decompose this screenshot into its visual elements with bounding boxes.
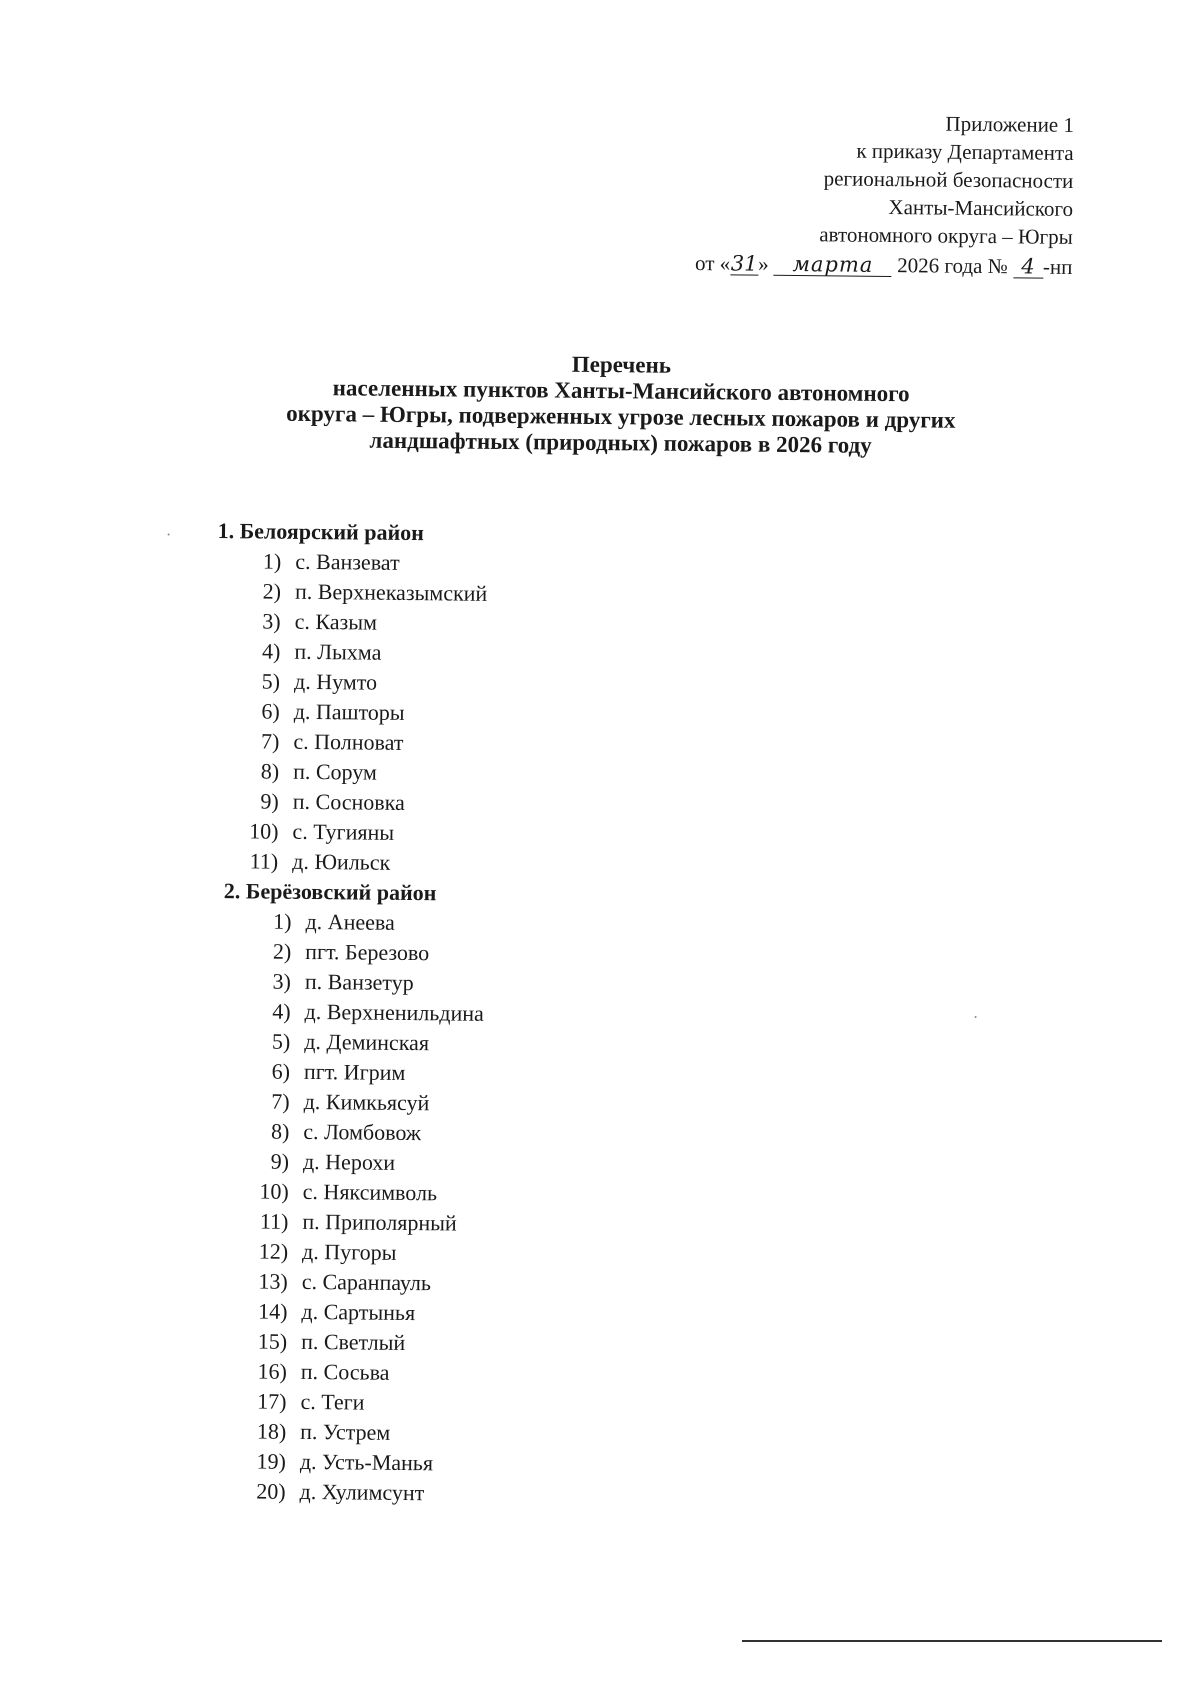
list-item [236, 698, 405, 726]
item-number: 11) [259, 1208, 289, 1234]
list-item [246, 1028, 429, 1056]
list-item [244, 1268, 431, 1296]
item-name: д. Анеева [305, 908, 395, 935]
item-name: п. Сосьва [300, 1358, 390, 1385]
item-name: д. Нерохи [302, 1148, 396, 1175]
order-date-line [695, 249, 1073, 281]
item-name: д. Кимкьясуй [303, 1088, 430, 1116]
approval-block [695, 107, 1074, 281]
item-number: 19) [256, 1448, 287, 1474]
approval-line-1: Приложение 1 [945, 111, 1075, 137]
item-name: с. Ломбовож [303, 1118, 422, 1146]
list-item [245, 1118, 421, 1146]
list-item [237, 548, 400, 576]
item-name: д. Юильск [292, 848, 391, 875]
item-name: д. Усть-Манья [299, 1448, 434, 1476]
item-name: п. Ванзетур [304, 968, 414, 996]
from-prefix: от « [694, 250, 731, 276]
approval-line-4: Ханты-Мансийского [888, 195, 1074, 221]
item-number: 14) [258, 1298, 288, 1324]
item-number: 5) [261, 668, 281, 694]
item-name: п. Верхнеказымский [294, 578, 488, 606]
title-line-4: ландшафтных (природных) пожаров в 2026 году [369, 427, 872, 458]
list-item [235, 788, 405, 816]
region-number: 2. [223, 878, 241, 904]
item-number: 7) [271, 1088, 290, 1114]
item-name: д. Деминская [304, 1028, 430, 1056]
list-item [242, 1388, 364, 1415]
list-item [244, 1208, 457, 1236]
scan-speck [975, 1016, 977, 1018]
list-item [243, 1358, 390, 1386]
item-number: 13) [258, 1268, 288, 1294]
footer-rule [742, 1640, 1162, 1642]
title-line-1: Перечень [571, 351, 672, 378]
item-name: д. Сартынья [301, 1298, 416, 1326]
item-name: д. Пугоры [301, 1238, 397, 1265]
list-item [241, 1478, 424, 1506]
item-name: с. Казым [294, 608, 378, 635]
item-name: д. Хулимсунт [299, 1478, 425, 1506]
region-name: Берёзовский район [245, 878, 437, 906]
item-name: с. Няксимволь [302, 1178, 438, 1206]
list-item [243, 1298, 415, 1326]
item-name: п. Устрем [300, 1418, 391, 1445]
approval-line-5: автономного округа – Югры [819, 222, 1073, 249]
item-number: 20) [256, 1478, 286, 1504]
list-item [234, 818, 394, 846]
approval-line-3: региональной безопасности [823, 166, 1074, 193]
quote-close: » [758, 251, 769, 276]
list-item [234, 848, 390, 876]
item-name: п. Сосновка [292, 788, 405, 815]
item-name: п. Сорум [293, 758, 378, 785]
item-number: 11) [249, 848, 279, 874]
item-number: 16) [257, 1358, 287, 1384]
item-number: 5) [271, 1028, 291, 1054]
title-line-3: округа – Югры, подверженных угрозе лесных пожаров и других [286, 400, 956, 433]
list-item [245, 1148, 395, 1176]
item-number: 4) [272, 998, 291, 1024]
item-number: 17) [257, 1388, 287, 1414]
list-item [242, 1448, 433, 1476]
item-name: п. Лыхма [294, 638, 382, 665]
item-number: 2) [272, 938, 292, 964]
list-item [235, 758, 377, 785]
item-name: д. Верхненильдина [304, 998, 484, 1026]
item-number: 4) [261, 638, 281, 664]
item-name: д. Пашторы [293, 698, 405, 725]
item-number: 8) [270, 1118, 290, 1144]
list-item [235, 728, 403, 756]
document-title [180, 348, 1061, 461]
number-suffix: -нп [1042, 254, 1073, 279]
item-number: 18) [256, 1418, 287, 1444]
item-name: с. Полноват [293, 728, 404, 755]
item-number: 6) [271, 1058, 291, 1084]
item-number: 3) [272, 968, 292, 994]
title-line-2: населенных пунктов Ханты-Мансийского автономного [332, 375, 910, 407]
list-item [246, 1088, 430, 1116]
item-name: с. Тугияны [292, 818, 395, 845]
handwritten-day: 31 [730, 251, 758, 276]
item-name: с. Саранпауль [301, 1268, 432, 1296]
item-number: 2) [262, 578, 282, 604]
item-number: 15) [257, 1328, 288, 1354]
item-name: пгт. Игрим [303, 1058, 406, 1085]
list-item [245, 1178, 438, 1206]
item-number: 9) [260, 788, 279, 814]
item-name: п. Светлый [301, 1328, 406, 1356]
list-item [247, 968, 414, 996]
item-number: 9) [270, 1148, 290, 1174]
list-item [236, 668, 377, 695]
approval-line-2: к приказу Департамента [856, 138, 1074, 165]
region-number: 1. [217, 517, 235, 544]
list-item [246, 1058, 406, 1086]
item-number: 8) [260, 758, 280, 784]
item-name: с. Теги [300, 1388, 365, 1415]
list-item [244, 1238, 397, 1266]
region-heading [224, 878, 437, 906]
list-item [247, 908, 395, 936]
list-item [237, 578, 488, 607]
region-name: Белоярский район [239, 518, 425, 546]
item-number: 1) [262, 548, 282, 574]
scan-speck [168, 533, 170, 535]
handwritten-number: 4 [1013, 255, 1043, 278]
list-item [237, 608, 378, 635]
item-number: 12) [258, 1238, 289, 1264]
list-item [247, 938, 429, 966]
item-number: 6) [261, 698, 280, 724]
list-item [243, 1328, 405, 1356]
region-heading [218, 518, 425, 546]
item-number: 1) [273, 908, 292, 934]
handwritten-month: марта [774, 253, 892, 277]
item-number: 3) [262, 608, 281, 634]
item-name: пгт. Березово [305, 938, 430, 966]
list-item [246, 998, 483, 1026]
list-item [242, 1418, 390, 1446]
item-name: д. Нумто [293, 668, 378, 695]
list-item [236, 638, 381, 666]
item-number: 10) [249, 818, 279, 844]
year-text: 2026 года № [897, 253, 1008, 279]
item-name: п. Приполярный [302, 1208, 457, 1236]
item-number: 10) [259, 1178, 289, 1204]
item-number: 7) [260, 728, 280, 754]
item-name: с. Ванзеват [295, 548, 400, 575]
